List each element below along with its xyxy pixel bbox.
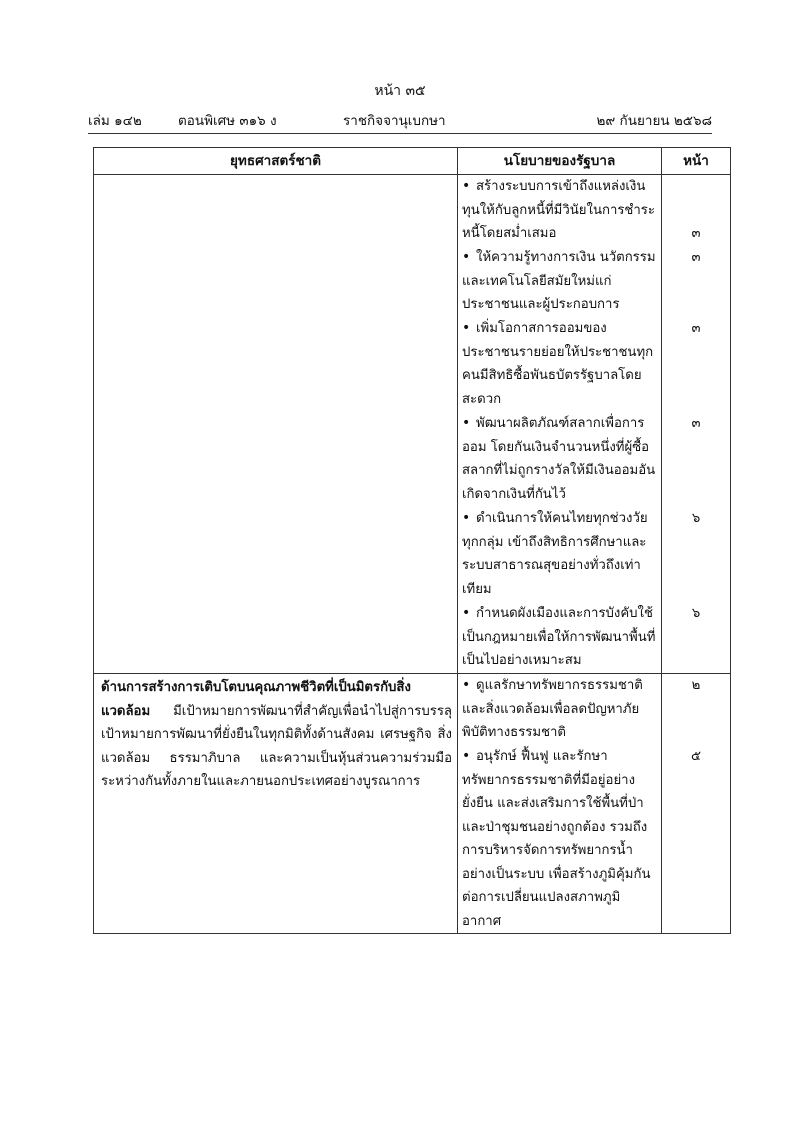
volume-label: เล่ม ๑๔๒ <box>88 113 142 129</box>
issue-label: ตอนพิเศษ ๓๑๖ ง <box>178 113 277 129</box>
publication-date: ๒๙ กันยายน ๒๕๖๘ <box>596 113 712 129</box>
table-row <box>94 175 731 674</box>
page-column-header: หน้า <box>662 148 731 175</box>
gazette-title: ราชกิจจานุเบกษา <box>343 113 446 129</box>
page-number-cell <box>662 175 731 674</box>
strategy-heading: ด้านการสร้างการเติบโตบนคุณภาพชีวิตที่เป็นมิตรกับสิ่งแวดล้อม <box>101 680 411 719</box>
strategy-cell <box>94 674 458 934</box>
policy-cell <box>458 175 662 674</box>
policy-page-ref: ๓ <box>691 321 701 336</box>
policy-page-ref: ๓ <box>691 250 701 265</box>
policy-item: • ดำเนินการให้คนไทยทุกช่วงวัย ทุกกลุ่ม เข้าถึงสิทธิการศึกษาและระบบสาธารณสุขอย่างทั่วถึงเท่าเทียม <box>462 507 658 602</box>
page-number-cell <box>662 674 731 934</box>
header-rule <box>88 133 712 134</box>
policy-column-header: นโยบายของรัฐบาล <box>458 148 662 175</box>
strategy-description: มีเป้าหมายการพัฒนาที่สำคัญเพื่อนำไปสู่การบรรลุเป้าหมายการพัฒนาที่ยั่งยืนในทุกมิติทั้งด้านสังคม เศรษฐกิจ สิ่งแวดล้อม ธรรมาภิบาล และความเป็นหุ้นส่วนความร่วมมือระหว่างกันทั้งภายในและภายนอกประเทศอย่างบูรณาการ <box>101 703 452 789</box>
policy-item: • กำหนดผังเมืองและการบังคับใช้เป็นกฎหมายเพื่อให้การพัฒนาพื้นที่เป็นไปอย่างเหมาะสม <box>462 602 658 673</box>
policy-page-ref: ๕ <box>691 749 701 764</box>
policy-page-ref: ๖ <box>691 606 701 621</box>
policy-item: • ให้ความรู้ทางการเงิน นวัตกรรม และเทคโนโลยีสมัยใหม่แก่ประชาชนและผู้ประกอบการ <box>462 246 658 317</box>
policy-item: • ดูแลรักษาทรัพยากรธรรมชาติและสิ่งแวดล้อมเพื่อลดปัญหาภัยพิบัติทางธรรมชาติ <box>462 674 658 745</box>
policy-page-ref: ๖ <box>691 511 701 526</box>
policy-item: • อนุรักษ์ ฟื้นฟู และรักษาทรัพยากรธรรมชาติที่มีอยู่อย่างยั่งยืน และส่งเสริมการใช้พื้นที่ป่าและป่าชุมชนอย่างถูกต้อง รวมถึงการบริหารจัดการทรัพยากรน้ำอย่างเป็นระบบ เพื่อสร้างภูมิคุ้มกันต่อการเปลี่ยนแปลงสภาพภูมิอากาศ <box>462 745 658 933</box>
policy-item: • สร้างระบบการเข้าถึงแหล่งเงินทุนให้กับลูกหนี้ที่มีวินัยในการชำระหนี้โดยสม่ำเสมอ <box>462 175 658 246</box>
policy-item: • เพิ่มโอกาสการออมของประชาชนรายย่อยให้ประชาชนทุกคนมีสิทธิซื้อพันธบัตรรัฐบาลโดยสะดวก <box>462 317 658 412</box>
table-row <box>94 674 731 934</box>
page-number: หน้า ๓๕ <box>374 83 426 99</box>
policy-item: • พัฒนาผลิตภัณฑ์สลากเพื่อการออม โดยกันเงินจำนวนหนึ่งที่ผู้ซื้อสลากที่ไม่ถูกรางวัลให้มีเงินออมอันเกิดจากเงินที่กันไว้ <box>462 412 658 507</box>
strategy-cell <box>94 175 458 674</box>
table-header-row <box>94 148 731 175</box>
policy-table <box>93 147 731 934</box>
policy-page-ref: ๒ <box>691 678 701 693</box>
policy-cell <box>458 674 662 934</box>
running-header <box>88 109 712 131</box>
policy-page-ref: ๓ <box>691 226 701 241</box>
policy-page-ref: ๓ <box>691 416 701 431</box>
strategy-column-header: ยุทธศาสตร์ชาติ <box>94 148 458 175</box>
